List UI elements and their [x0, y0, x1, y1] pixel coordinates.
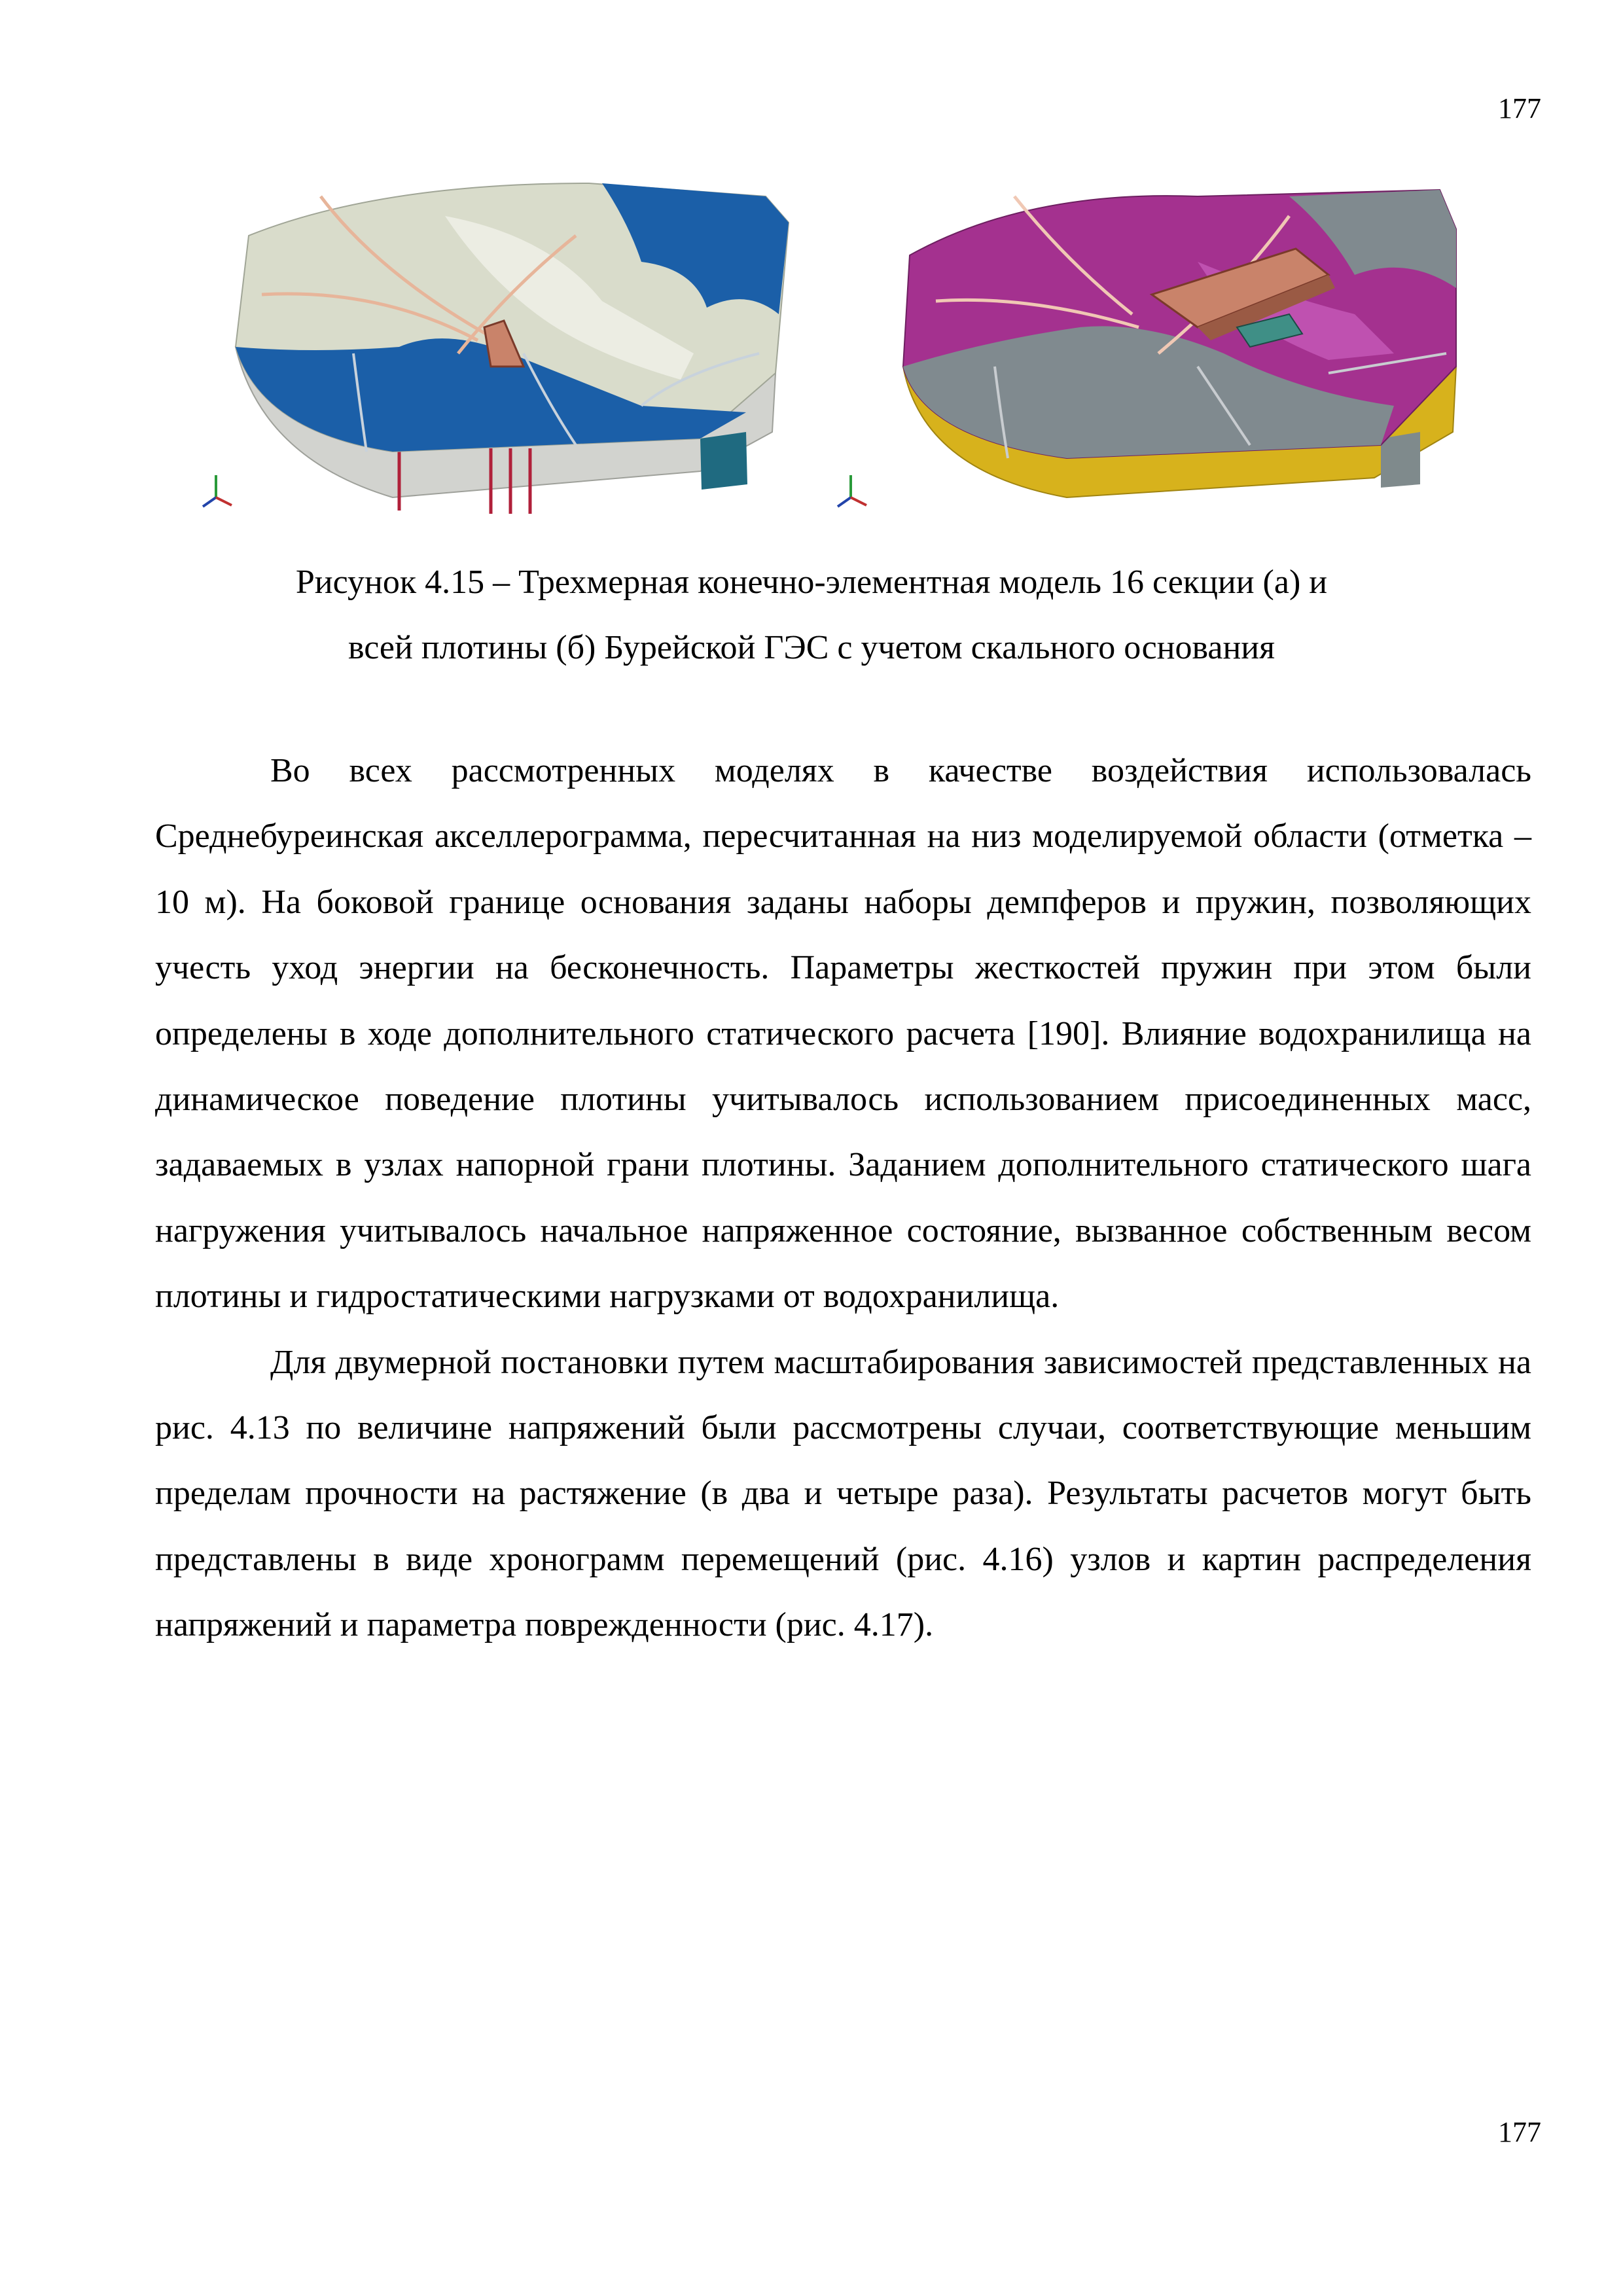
model-a-image: [183, 157, 825, 537]
body-text: [155, 738, 1531, 1659]
paragraph-1: Во всех рассмотренных моделях в качестве воздействия использовалась Среднебуреинская акселлерограмма, пересчитанная на низ моделируемой области (отметка –10 м). На боковой границе основания заданы наборы демпферов и пружин, позволяющих учесть уход энергии на бесконечность. Параметры жесткостей пружин при этом были определены в ходе дополнительного статического расчета [190]. Влияние водохранилища на динамическое поведение плотины учитывалось использованием присоединенных масс, задаваемых в узлах напорной грани плотины. Заданием дополнительного статического шага нагружения учитывалось начальное напряженное состояние, вызванное собственным весом плотины и гидростатическими нагрузками от водохранилища.: [155, 752, 1531, 1316]
model-a-side-panel: [700, 432, 747, 490]
figure-4-15: [183, 157, 1466, 537]
page-number-top: 177: [1498, 92, 1541, 124]
model-a-axis-triad: [203, 475, 232, 507]
page-number-bottom: 177: [1498, 2116, 1541, 2148]
caption-line-2: всей плотины (б) Бурейской ГЭС с учетом скального основания: [348, 629, 1275, 666]
paragraph-2: Для двумерной постановки путем масштабирования зависимостей представленных на рис. 4.13 по величине напряжений были рассмотрены случаи, соответствующие меньшим пределам прочности на растяжение (в два и четыре раза). Результаты расчетов могут быть представлены в виде хронограмм перемещений (рис. 4.16) узлов и картин распределения напряжений и параметра поврежденности (рис. 4.17).: [155, 1343, 1531, 1644]
caption-line-1: Рисунок 4.15 – Трехмерная конечно-элементная модель 16 секции (а) и: [295, 564, 1328, 601]
model-b-image: [831, 157, 1466, 537]
model-b-side-panel: [1381, 432, 1420, 488]
figure-caption: [154, 550, 1469, 681]
model-b-axis-triad: [838, 475, 866, 507]
